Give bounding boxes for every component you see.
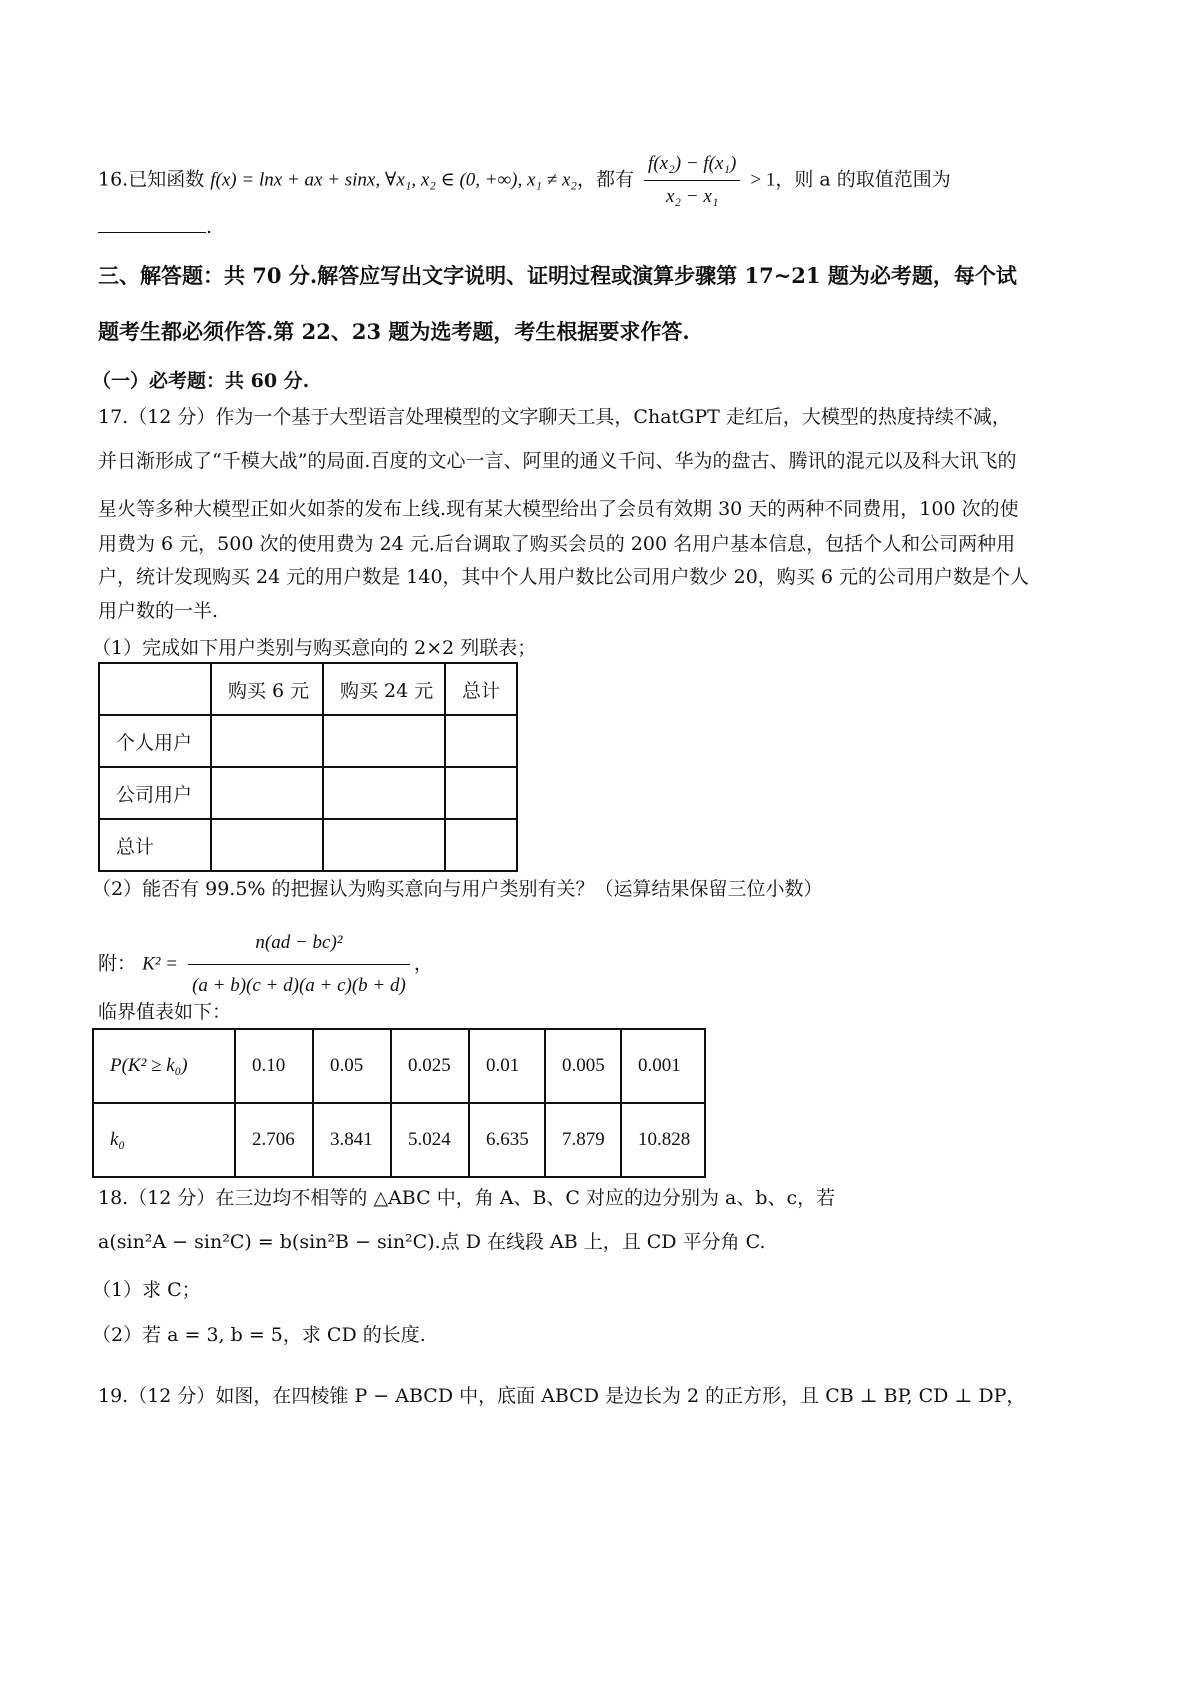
- q16-frac-denominator: x₂ − x₁: [665, 186, 719, 207]
- table-cell: [445, 767, 517, 819]
- q17-line-1: 17.（12 分）作为一个基于大型语言处理模型的文字聊天工具，ChatGPT 走红后，大模型的热度持续不减，: [98, 406, 1011, 428]
- q16-suffix: ，则 a 的取值范围为: [775, 168, 951, 191]
- q16-frac-numerator: f(x₂) − f(x₁): [644, 150, 740, 181]
- q18-line-2: a(sin²A − sin²C) = b(sin²B − sin²C).点 D 在线段 AB 上，且 CD 平分角 C.: [98, 1231, 766, 1253]
- q18-part2: （2）若 a = 3, b = 5，求 CD 的长度.: [92, 1324, 426, 1346]
- section-heading-line2: 题考生都必须作答.第 22、23 题为选考题，考生根据要求作答.: [98, 319, 690, 344]
- q18-part1: （1）求 C；: [92, 1279, 201, 1301]
- table-header-cell: 购买 6 元: [211, 663, 323, 715]
- table-header-cell: 购买 24 元: [323, 663, 445, 715]
- q17-part2: （2）能否有 99.5% 的把握认为购买意向与用户类别有关？（运算结果保留三位小数）: [92, 878, 823, 900]
- q19-line-1: 19.（12 分）如图，在四棱锥 P − ABCD 中，底面 ABCD 是边长为 2 的正方形，且 CB ⊥ BP, CD ⊥ DP，: [98, 1385, 1026, 1407]
- crit-row-label: k₀: [93, 1103, 235, 1177]
- q17-line-2: 并日渐形成了“千模大战”的局面.百度的文心一言、阿里的通义千问、华为的盘古、腾讯的混元以及科大讯飞的: [98, 450, 1017, 472]
- table-cell: [445, 715, 517, 767]
- table-row-label: 总计: [99, 819, 211, 871]
- q16-prefix: 16.已知函数: [98, 168, 205, 191]
- q17-line-4: 用费为 6 元，500 次的使用费为 24 元.后台调取了购买会员的 200 名用户基本信息，包括个人和公司两种用: [98, 533, 1016, 555]
- q16-comparison: > 1: [750, 169, 776, 191]
- table-cell: [211, 819, 323, 871]
- table-cell: [211, 767, 323, 819]
- critical-value-table: [92, 1028, 706, 1178]
- k2-end: ，: [413, 952, 433, 975]
- table-cell: 0.10: [235, 1029, 313, 1103]
- table-cell: 3.841: [313, 1103, 391, 1177]
- table-cell: 0.05: [313, 1029, 391, 1103]
- table-header-cell: [99, 663, 211, 715]
- table-cell: [323, 819, 445, 871]
- critical-value-label: 临界值表如下：: [98, 1001, 232, 1023]
- table-row: [99, 715, 517, 767]
- q17-part1: （1）完成如下用户类别与购买意向的 2×2 列联表；: [92, 637, 537, 659]
- table-cell: 6.635: [469, 1103, 545, 1177]
- table-cell: 10.828: [621, 1103, 705, 1177]
- table-cell: [211, 715, 323, 767]
- section-heading-line1: 三、解答题：共 70 分.解答应写出文字说明、证明过程或演算步骤第 17~21 题为必考题，每个试: [98, 263, 1017, 288]
- appendix-label: 附：: [98, 952, 137, 975]
- k2-formula-line: [98, 924, 433, 1005]
- table-cell: 7.879: [545, 1103, 621, 1177]
- table-row-label: 个人用户: [99, 715, 211, 767]
- table-header-row: [99, 663, 517, 715]
- q17-line-3: 星火等多种大模型正如火如荼的发布上线.现有某大模型给出了会员有效期 30 天的两种不同费用，100 次的使: [98, 498, 1019, 520]
- table-row: [93, 1029, 705, 1103]
- k2-numerator: n(ad − bc)²: [188, 924, 410, 965]
- table-cell: 0.005: [545, 1029, 621, 1103]
- q16-line: [98, 150, 951, 211]
- q16-answer-line: [98, 212, 212, 241]
- table-header-cell: 总计: [445, 663, 517, 715]
- table-cell: 0.001: [621, 1029, 705, 1103]
- crit-row-label: P(K² ≥ k₀): [93, 1029, 235, 1103]
- subsection-heading: （一）必考题：共 60 分.: [92, 370, 310, 392]
- table-cell: [445, 819, 517, 871]
- table-cell: 0.01: [469, 1029, 545, 1103]
- q16-mid: ，都有: [576, 168, 634, 191]
- table-cell: [323, 767, 445, 819]
- answer-blank: [98, 212, 206, 233]
- k2-fraction: [188, 924, 410, 1005]
- q17-line-6: 用户数的一半.: [98, 600, 219, 622]
- table-cell: 2.706: [235, 1103, 313, 1177]
- table-cell: 5.024: [391, 1103, 469, 1177]
- k2-lhs: K² =: [142, 953, 179, 975]
- table-row: [93, 1103, 705, 1177]
- q17-line-5: 户，统计发现购买 24 元的用户数是 140，其中个人用户数比公司用户数少 20，购买 6 元的公司用户数是个人: [98, 566, 1029, 588]
- q18-line-1: 18.（12 分）在三边均不相等的 △ABC 中，角 A、B、C 对应的边分别为 a、b、c，若: [98, 1187, 836, 1209]
- q16-end: .: [206, 216, 213, 238]
- k2-denominator: (a + b)(c + d)(a + c)(b + d): [192, 975, 406, 996]
- table-cell: [323, 715, 445, 767]
- table-row: [99, 767, 517, 819]
- table-row-label: 公司用户: [99, 767, 211, 819]
- table-row: [99, 819, 517, 871]
- table-cell: 0.025: [391, 1029, 469, 1103]
- q16-function: f(x) = lnx + ax + sinx, ∀x₁, x₂ ∈ (0, +∞), x₁ ≠ x₂: [210, 169, 577, 191]
- q16-fraction: [644, 150, 740, 211]
- contingency-table: [98, 662, 518, 872]
